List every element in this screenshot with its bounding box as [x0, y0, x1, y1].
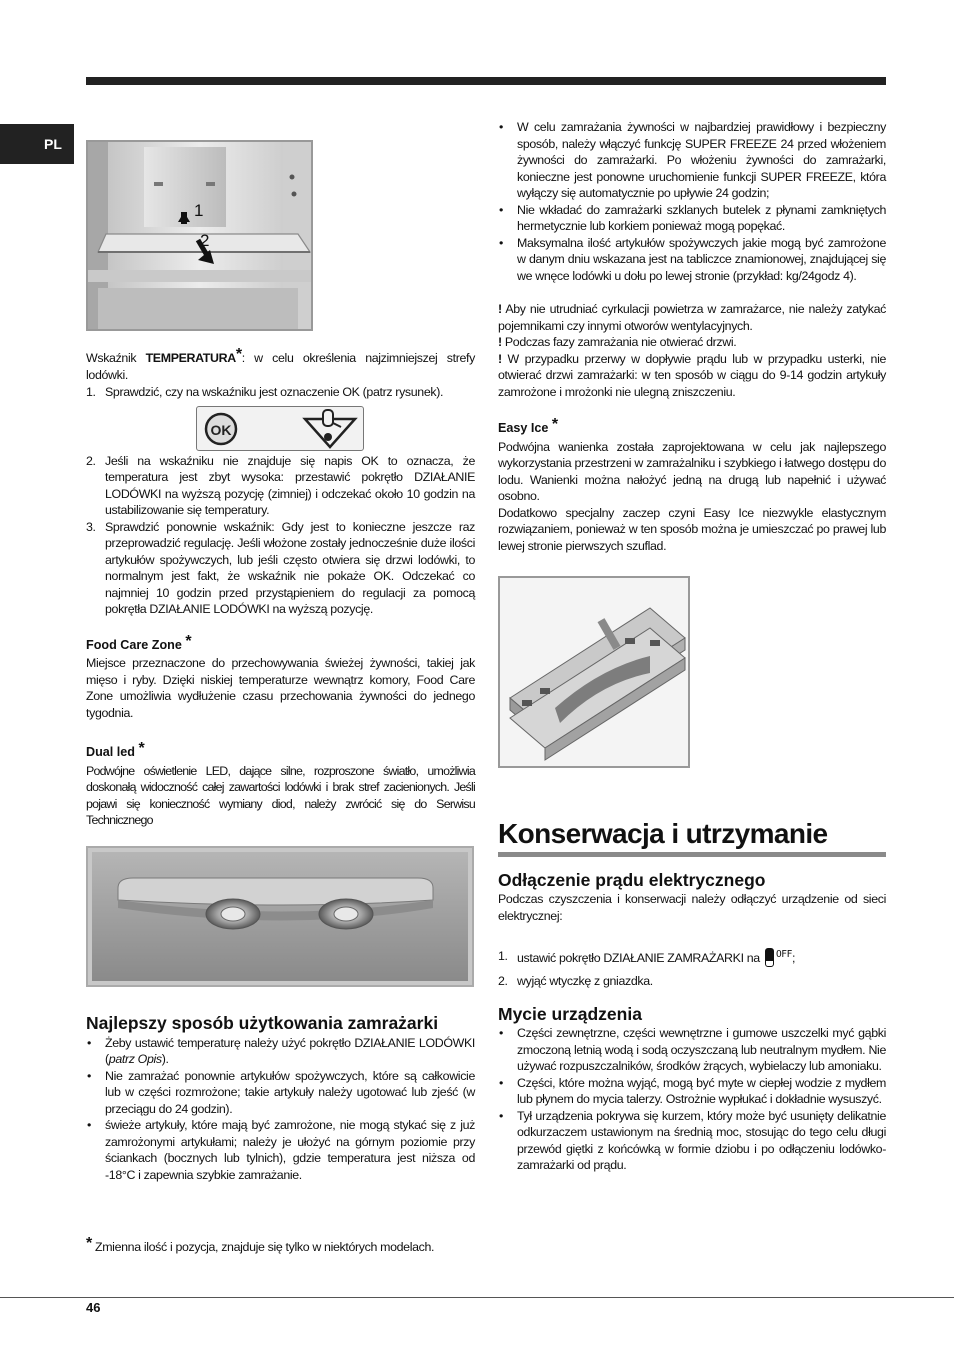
off-label: OFF [775, 949, 793, 960]
temperature-paragraph: Wskaźnik TEMPERATURA*: w celu określenia najzimniejszej strefy lodówki. [86, 346, 475, 382]
food-care-text: Miejsce przeznaczone do przechowywania świeżej żywności, takiej jak mięso i ryby. Dzięki niskiej temperaturze wewnątrz komory, Food Care Zone umożliwia wydłużenie czasu przechowania żywności do jednego tygodnia. [86, 656, 475, 720]
washing-bullet-3: • Tył urządzenia pokrywa się kurzem, który może być usunięty delikatnie odkurzaczem ustawionym na średnią moc, stosując do tego celu długi przewód giętki z końcówką w formie dziobu i po odłączeniu lodówko- zamrażarki od prądu. [498, 1108, 886, 1174]
warning-3: ! W przypadku przerwy w dopływie prądu lub w przypadku usterki, nie otwierać drzwi zamrażarki: w ten sposób w ciągu do 9-14 godzin artykuły zamrożone i mrożonki nie ulegną zniszczeniu. [498, 351, 887, 399]
best-use-item-2: • Nie zamrażać ponownie artykułów spożywczych, które są całkowicie lub w części rozmrożone; takie artykuły należy ugotować lub zjeść (w przeciągu do 24 godzin). [86, 1068, 475, 1118]
bottom-rule [0, 1297, 954, 1298]
easy-ice-text-2: Dodatkowo specjalny zaczep czyni Easy Ice niezwykle elastycznym rozwiązaniem, ponieważ w ten sposób można je umieszczać po prawej lub lewej stronie pierwszych szuflad. [498, 505, 886, 553]
shelf-figure [86, 140, 313, 331]
freezer-bullet-2: • Nie wkładać do zamrażarki szklanych butelek z płynami zamkniętych hermetycznie lub korkiem ponieważ mogą popękać. [498, 202, 886, 235]
food-care-heading: Food Care Zone * [86, 632, 192, 652]
freezer-bullet-1: • W celu zamrażania żywności w najbardziej prawidłowy i bezpieczny sposób, należy włączyć funkcję SUPER FREEZE 24 przed włożeniem żywności do zamrażarki. Po włożeniu żywności do zamrażarki, konieczne jest ponowne uruchomienie funkcji SUPER FREEZE, która wyłączy się automatycznie po upływie 24 godzin; [498, 119, 886, 202]
temp-step-2: 2. Jeśli na wskaźniku nie znajduje się napis OK to oznacza, że temperatura jest zbyt wysoka: przestawić pokrętło DZIAŁANIE LODÓWKI na wyższą pozycję (zimniej) i odczekać około 10 godzin na ustabilizowanie się temperatury. [86, 453, 475, 517]
maintenance-title: Konserwacja i utrzymanie [498, 818, 828, 849]
top-rule [86, 77, 886, 85]
washing-bullet-1: • Części zewnętrzne, części wewnętrzne i gumowe uszczelki myć gąbki zmoczoną letnią wodą i sodą oczyszczaną lub neutralnym mydłem. Nie używać rozpuszczalników, środków żrących, wybielaczy lub amoniaku. [498, 1025, 886, 1075]
right-column [498, 119, 886, 1174]
best-use-item-3: • świeże artykuły, które mają być zamrożone, nie mogą stykać się z już zamrożonymi artykułami; należy je ułożyć na górnym poziomie przy ściankach (bocznych lub tylnich), gdzie temperatura jest niższa od -18°C i zapewnia szybkie zamrażanie. [86, 1117, 475, 1183]
warning-2: ! Podczas fazy zamrażania nie otwierać drzwi. [498, 335, 737, 349]
disconnect-step-1: 1. ustawić pokrętło DZIAŁANIE ZAMRAŻARKI na $^{OFF}$; [498, 949, 796, 965]
easy-ice-text-1: Podwójna wanienka została zaprojektowana w celu jak najlepszego wykorzystania przestrzeni w zamrażalniku i szybkiego i łatwego dostępu do lodu. Wanienki można nałożyć jedną na drugą lub napełnić i używać osobno. [498, 439, 886, 503]
ok-indicator-figure [196, 406, 364, 451]
easy-ice-heading: Easy Ice * [498, 416, 559, 435]
knob-icon [765, 948, 774, 967]
freezer-bullet-3: • Maksymalna ilość artykułów spożywczych jakie mogą być zamrożone w danym dniu wskazana jest na tabliczce znamionowej, znajdującej się we wnęce lodówki u dołu po lewej stronie (przykład: kg/24godz 4). [498, 235, 886, 285]
page-number: 46 [86, 1300, 101, 1315]
callout-1: 1 [194, 201, 204, 220]
disconnect-step-2: 2. wyjąć wtyczkę z gniazdka. [498, 973, 653, 988]
ok-badge: OK [210, 421, 232, 438]
disconnect-text: Podczas czyszczenia i konserwacji należy odłączyć urządzenie od sieci elektrycznej: [498, 892, 886, 923]
best-use-heading: Najlepszy sposób użytkowania zamrażarki [86, 1012, 439, 1033]
dual-led-figure [86, 846, 474, 987]
callout-2: 2 [200, 231, 210, 250]
dual-led-text: Podwójne oświetlenie LED, dające silne, rozproszone światło, umożliwia doskonałą widoczność całej zawartości lodówki i brak stref zacienionych. Jeśli pojawi się konieczność wymiany diod, należy zwrócić się do Serwisu Technicznego [86, 763, 475, 827]
temp-step-1: 1. Sprawdzić, czy na wskaźniku jest oznaczenie OK (patrz rysunek). [86, 385, 444, 399]
dual-led-heading: Dual led * [86, 740, 145, 759]
footnote: * Zmienna ilość i pozycja, znajduje się tylko w niektórych modelach. [86, 1235, 435, 1254]
maintenance-title-rule [498, 852, 886, 857]
washing-bullet-2: • Części, które można wyjąć, mogą być myte w ciepłej wodzie z mydłem lub płynem do mycia talerzy. Ostrożnie wypłukać i dokładnie wysuszyć. [498, 1075, 886, 1108]
washing-heading: Mycie urządzenia [498, 1004, 642, 1024]
disconnect-heading: Odłączenie prądu elektrycznego [498, 870, 766, 890]
best-use-item-1: • Żeby ustawić temperaturę należy użyć pokrętło DZIAŁANIE LODÓWKI (patrz Opis). [86, 1035, 475, 1068]
temp-step-3: 3. Sprawdzić ponownie wskaźnik: Gdy jest to konieczne jeszcze raz przeprowadzić regulację. Jeśli włożone zostały jednocześnie duże ilości artykułów spożywczych, lub jeśli często otwiera się drzwi lodówki, to normalnym jest fakt, że wskaźnik nie pokaże OK. Odczekać co najmniej 10 godzin przed przystąpieniem do regulacji za pomocą pokrętła DZIAŁANIE LODÓWKI na wyższą pozycję. [86, 519, 475, 616]
easy-ice-figure [498, 576, 690, 768]
warning-1: ! Aby nie utrudniać cyrkulacji powietrza w zamrażarce, nie należy zatykać pojemnikami czy innymi otworów wentylacyjnych. [498, 302, 886, 333]
language-tab: PL [0, 124, 74, 164]
shelf-illustration [88, 142, 311, 329]
left-column [86, 140, 475, 1254]
